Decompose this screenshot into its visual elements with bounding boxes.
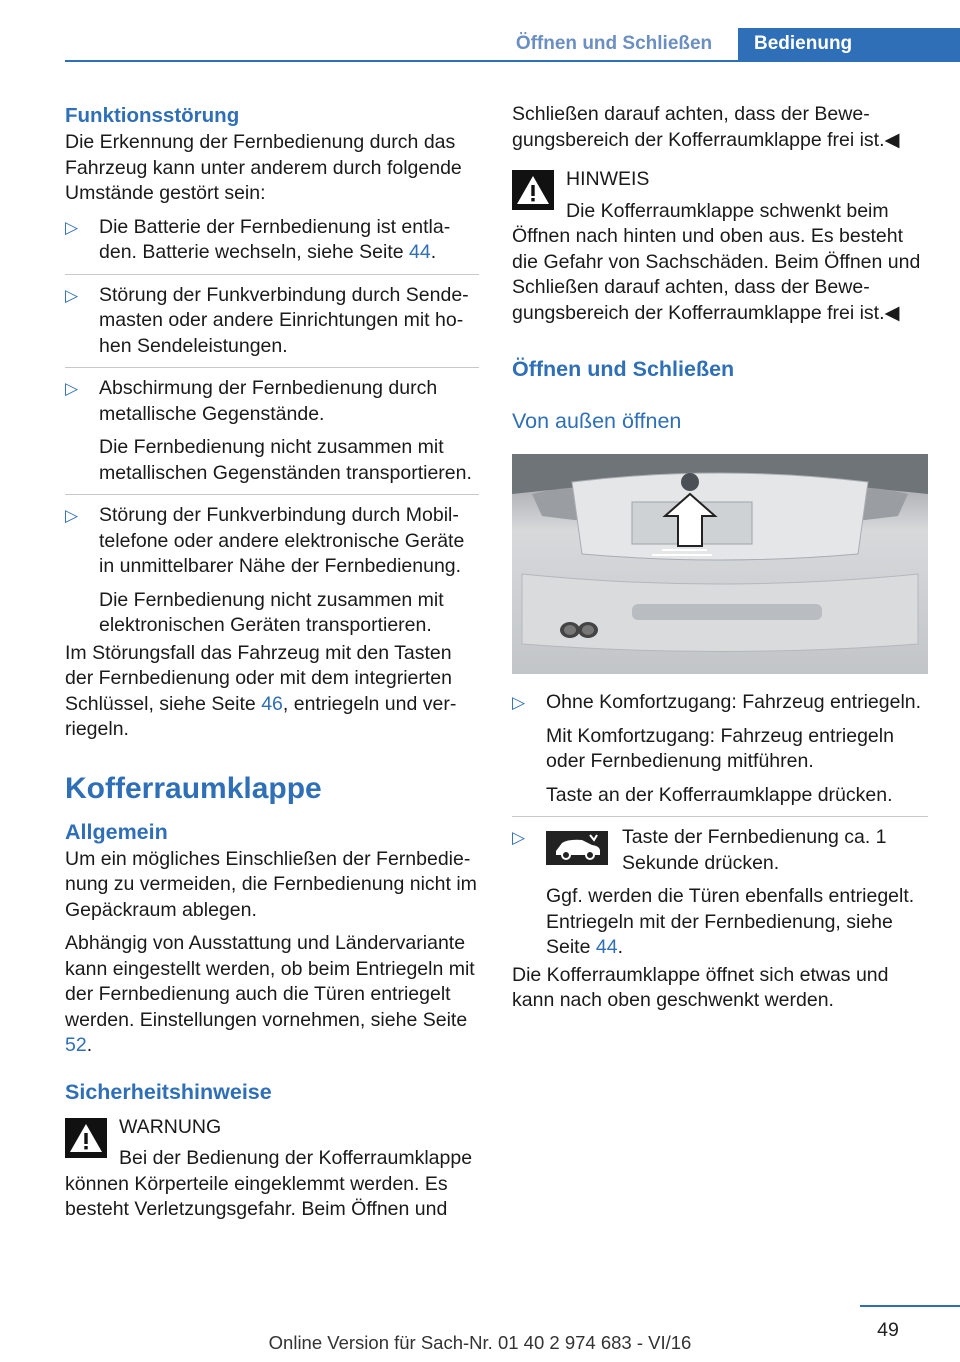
bullet-triangle-icon: ▷ [65,506,79,525]
bullet-triangle-icon: ▷ [65,379,79,398]
heading-open-from-outside: Von außen öffnen [512,409,682,433]
left-column [65,102,479,1223]
list-item [65,283,479,369]
bullet-triangle-icon: ▷ [512,693,526,712]
bullet-text: Ohne Komfortzugang: Fahrzeug entriegeln. [546,691,922,713]
warning-triangle-icon [512,170,554,210]
note-label: HINWEIS [566,168,650,190]
warning-notice [65,1115,479,1223]
heading-trunk-lid: Kofferraumklappe [65,771,322,805]
general-paragraph-2: Abhängig von Ausstattung und Ländervariante kann eingestellt werden, ob beim Entriegeln mit der Fernbedienung auch die Türen entriegelt werden. Einstellungen vornehmen, siehe Seite 52. [65,932,475,1056]
bullet-subtext: Ggf. werden die Türen ebenfalls entriegelt. Entriegeln mit der Fernbedienung, siehe Seite 44. [546,885,915,958]
general-paragraph-1: Um ein mögliches Einschließen der Fernbedienung zu vermeiden, die Fernbedienung nicht im Gepäckraum ablegen. [65,847,477,921]
heading-general: Allgemein [65,819,168,844]
list-item [512,825,928,963]
bullet-subtext: Mit Komfortzugang: Fahrzeug entriegeln oder Fernbedienung mitführen. [546,724,894,772]
page-link[interactable]: 46 [261,692,283,715]
footer-version-text: Online Version für Sach-Nr. 01 40 2 974 683 - VI/16 [268,1332,692,1353]
note-text: Die Kofferraumklappe schwenkt beim Öffnen nach hinten und oben aus. Es besteht die Gefahr von Sachschäden. Beim Öffnen und Schließen darauf achten, dass der Bewegungsbereich der Kofferraumklappe frei ist.◀ [512,199,921,324]
malfunction-intro: Die Erkennung der Fernbedienung durch das Fahrzeug kann unter anderem durch folgende Umstände gestört sein: [65,131,462,204]
bullet-triangle-icon: ▷ [512,828,526,847]
heading-open-close: Öffnen und Schließen [512,357,735,381]
heading-malfunction: Funktionsstörung [65,104,240,127]
footer-rule [860,1305,960,1307]
bullet-text: Die Batterie der Fernbedienung ist entladen. Batterie wechseln, siehe Seite [99,215,451,263]
bullet-subtext: Taste an der Kofferraumklappe drücken. [546,783,893,806]
bullet-triangle-icon: ▷ [65,285,79,305]
page-link[interactable]: 52 [65,1034,87,1056]
warning-label: WARNUNG [119,1115,222,1138]
heading-safety-notes: Sicherheitshinweise [65,1079,272,1104]
page-link[interactable]: 44 [409,241,431,263]
bullet-text: Störung der Funkverbindung durch Mobiltelefone oder andere elektronische Geräte in unmittelbarer Nähe der Fernbedienung. [99,504,465,577]
page-number: 49 [877,1319,899,1341]
list-item [65,503,479,641]
header-chapter-tab: Bedienung [738,28,960,61]
header-section-title: Öffnen und Schließen [515,33,713,54]
final-paragraph: Die Kofferraumklappe öffnet sich etwas und kann nach oben geschwenkt werden. [512,963,889,1011]
page-link[interactable]: 44 [595,936,618,958]
right-column [512,102,928,1022]
page-header [0,28,960,61]
header-rule [65,60,960,62]
remote-trunk-button-icon [546,831,608,865]
trunk-lid-illustration [512,454,928,674]
list-item: ▷ Die Batterie der Fernbedienung ist entladen. Batterie wechseln, siehe Seite 44. [65,215,479,275]
bullet-text: Taste der Fernbedienung ca. 1 Sekunde drücken. [622,826,887,874]
bullet-text: Störung der Funkverbindung durch Sendemasten oder andere Einrichtungen mit hohen Sendeleistungen. [99,283,469,357]
fault-paragraph: Im Störungsfall das Fahrzeug mit den Tasten der Fernbedienung oder mit dem integrierten Schlüssel, siehe Seite 46, entriegeln und verriegeln. [65,641,457,740]
bullet-text: Abschirmung der Fernbedienung durch metallische Gegenstände. [99,377,438,425]
warning-triangle-icon [65,1118,107,1158]
note-notice [512,167,928,326]
bullet-triangle-icon: ▷ [65,217,79,237]
warning-text-continued: Schließen darauf achten, dass der Bewegungsbereich der Kofferraumklappe frei ist.◀ [512,103,900,151]
bullet-subtext: Die Fernbedienung nicht zusammen mit metallischen Gegenständen transportieren. [99,436,472,484]
bullet-subtext: Die Fernbedienung nicht zusammen mit elektronischen Geräten transportieren. [99,588,444,636]
list-item [65,376,479,495]
list-item [512,690,928,817]
warning-text: Bei der Bedienung der Kofferraumklappe können Körperteile eingeklemmt werden. Es besteht Verletzungsgefahr. Beim Öffnen und [65,1147,473,1220]
